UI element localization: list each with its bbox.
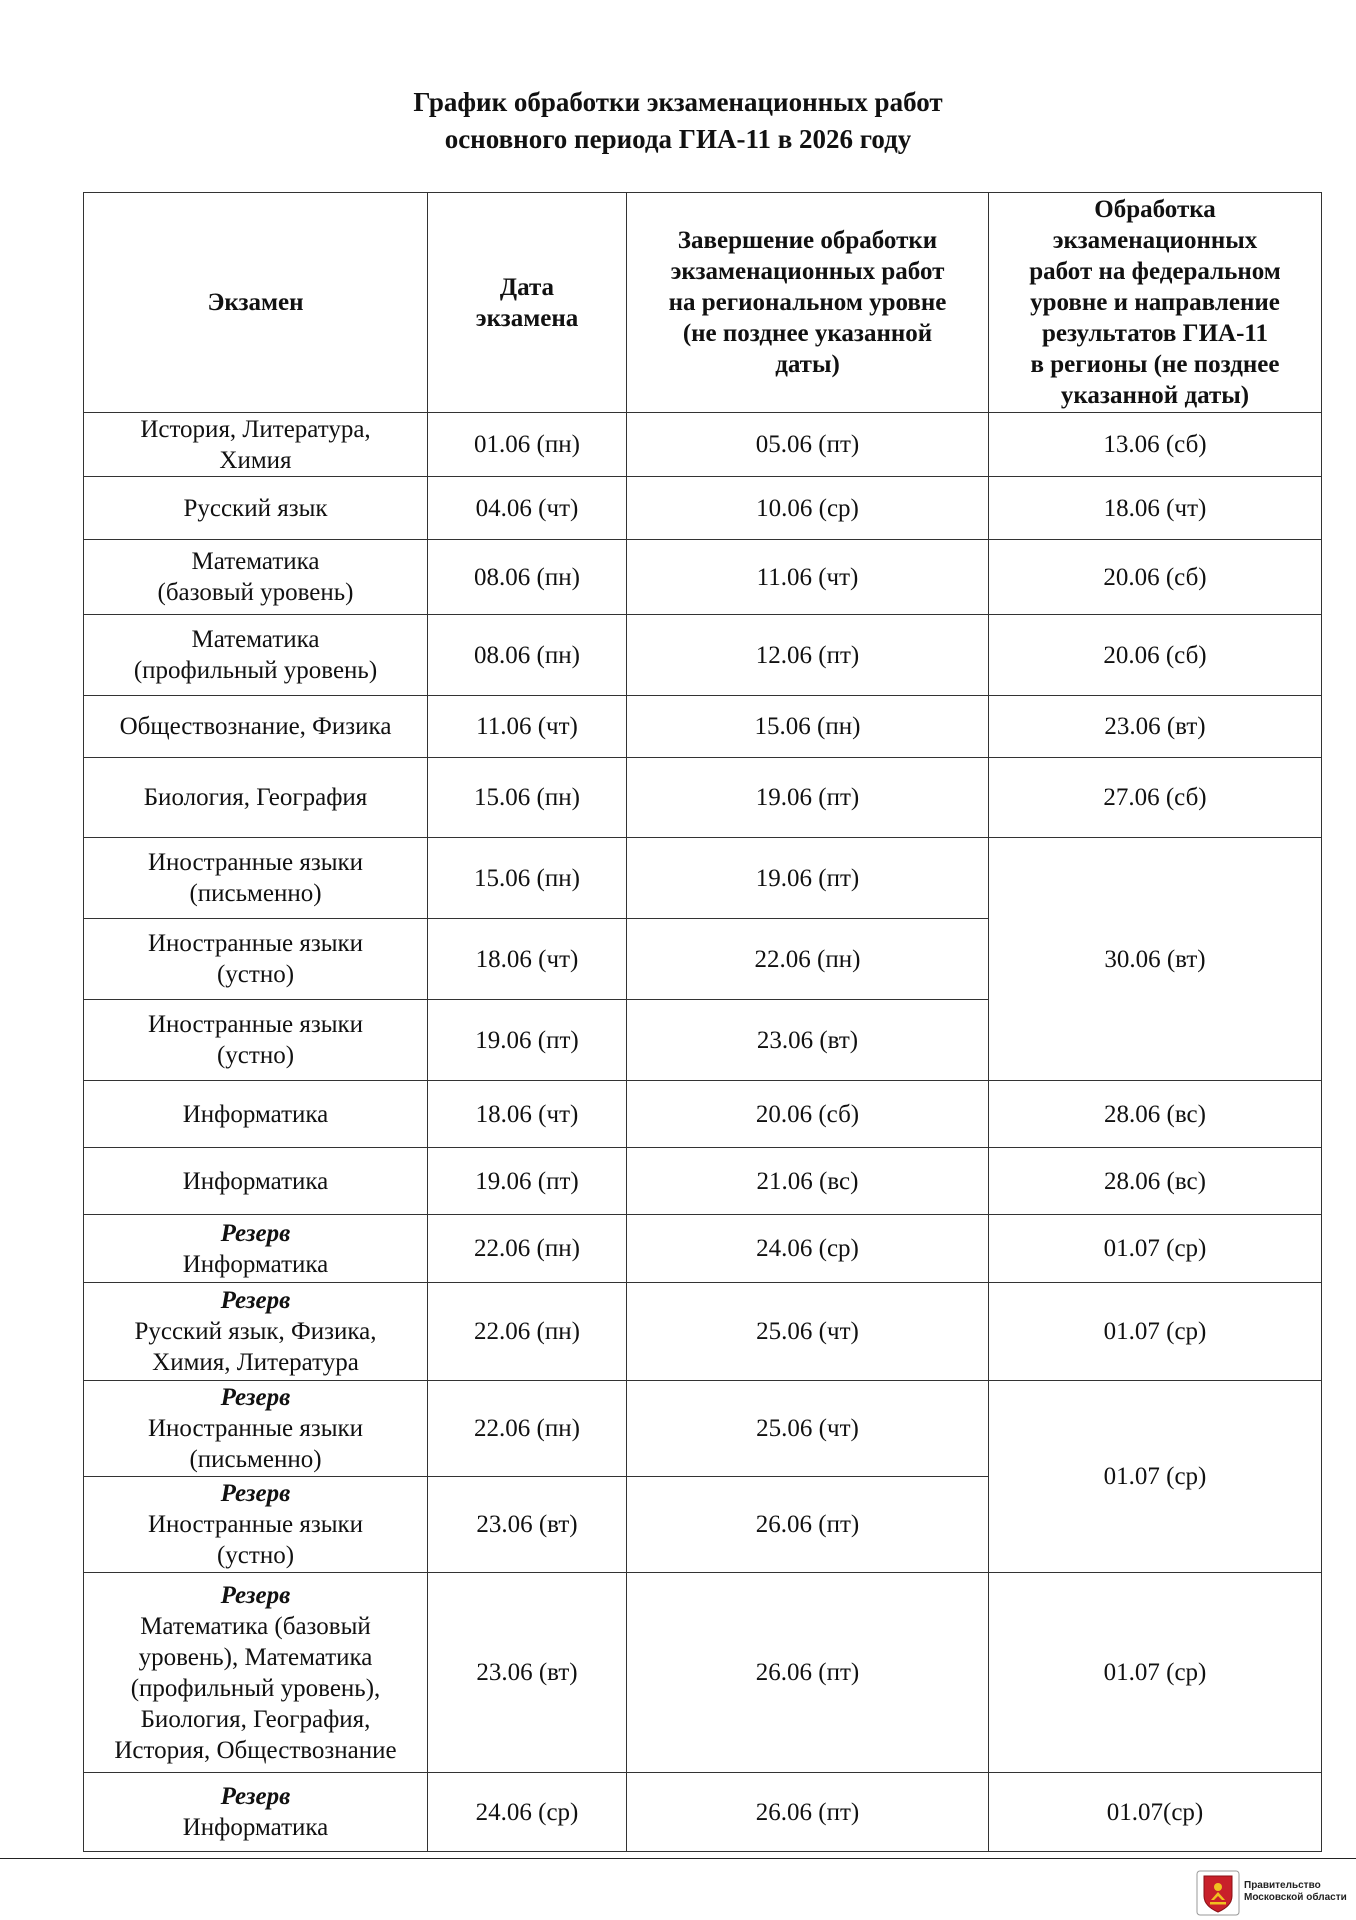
regional-date-cell: 26.06 (пт) bbox=[627, 1773, 989, 1852]
exam-date-cell: 22.06 (пн) bbox=[428, 1215, 627, 1283]
exam-date-cell: 18.06 (чт) bbox=[428, 919, 627, 1000]
exam-cell: Резерв Информатика bbox=[84, 1215, 428, 1283]
schedule-table bbox=[83, 192, 1322, 1852]
exam-cell: Иностранные языки (устно) bbox=[84, 1000, 428, 1081]
reserve-label: Резерв bbox=[220, 1219, 291, 1247]
regional-date-cell: 19.06 (пт) bbox=[627, 838, 989, 919]
federal-date-cell: 23.06 (вт) bbox=[989, 696, 1322, 758]
header-federal-processing: Обработка экзаменационных работ на федеральном уровне и направление результатов ГИА-11 в регионы (не позднее указанной даты) bbox=[989, 193, 1322, 413]
exam-cell: Иностранные языки (письменно) bbox=[84, 838, 428, 919]
table-row bbox=[84, 1148, 1322, 1215]
federal-date-cell: 28.06 (вс) bbox=[989, 1081, 1322, 1148]
regional-date-cell: 23.06 (вт) bbox=[627, 1000, 989, 1081]
exam-date-cell: 23.06 (вт) bbox=[428, 1573, 627, 1773]
regional-date-cell: 15.06 (пн) bbox=[627, 696, 989, 758]
exam-cell: Резерв Иностранные языки (устно) bbox=[84, 1477, 428, 1573]
table-row bbox=[84, 1381, 1322, 1477]
exam-date-cell: 22.06 (пн) bbox=[428, 1283, 627, 1381]
reserve-label: Резерв bbox=[220, 1581, 291, 1609]
federal-date-cell: 01.07 (ср) bbox=[989, 1573, 1322, 1773]
table-row bbox=[84, 1215, 1322, 1283]
footer-logo-text: Правительство Московской области bbox=[1244, 1880, 1347, 1903]
table-row bbox=[84, 1773, 1322, 1852]
header-row bbox=[84, 193, 1322, 413]
exam-cell: Резерв Русский язык, Физика, Химия, Литература bbox=[84, 1283, 428, 1381]
exam-date-cell: 19.06 (пт) bbox=[428, 1148, 627, 1215]
exam-date-cell: 04.06 (чт) bbox=[428, 477, 627, 540]
federal-date-cell: 01.07 (ср) bbox=[989, 1215, 1322, 1283]
page-title: График обработки экзаменационных работ основного периода ГИА-11 в 2026 году bbox=[413, 87, 943, 154]
footer-divider bbox=[0, 1858, 1356, 1859]
regional-date-cell: 10.06 (ср) bbox=[627, 477, 989, 540]
table-row bbox=[84, 1573, 1322, 1773]
exam-date-cell: 23.06 (вт) bbox=[428, 1477, 627, 1573]
federal-date-cell: 28.06 (вс) bbox=[989, 1148, 1322, 1215]
exam-date-cell: 11.06 (чт) bbox=[428, 696, 627, 758]
regional-date-cell: 26.06 (пт) bbox=[627, 1477, 989, 1573]
exam-date-cell: 22.06 (пн) bbox=[428, 1381, 627, 1477]
exam-date-cell: 24.06 (ср) bbox=[428, 1773, 627, 1852]
table-row bbox=[84, 696, 1322, 758]
federal-date-cell: 01.07 (ср) bbox=[989, 1381, 1322, 1573]
regional-date-cell: 11.06 (чт) bbox=[627, 540, 989, 615]
table-row bbox=[84, 540, 1322, 615]
reserve-label: Резерв bbox=[220, 1783, 291, 1810]
regional-date-cell: 26.06 (пт) bbox=[627, 1573, 989, 1773]
regional-date-cell: 25.06 (чт) bbox=[627, 1283, 989, 1381]
regional-date-cell: 25.06 (чт) bbox=[627, 1381, 989, 1477]
federal-date-cell: 20.06 (сб) bbox=[989, 540, 1322, 615]
federal-date-cell: 13.06 (сб) bbox=[989, 413, 1322, 477]
exam-cell: Обществознание, Физика bbox=[84, 696, 428, 758]
regional-date-cell: 05.06 (пт) bbox=[627, 413, 989, 477]
regional-date-cell: 24.06 (ср) bbox=[627, 1215, 989, 1283]
exam-cell: Математика (профильный уровень) bbox=[84, 615, 428, 696]
federal-date-cell: 30.06 (вт) bbox=[989, 838, 1322, 1081]
regional-date-cell: 20.06 (сб) bbox=[627, 1081, 989, 1148]
moscow-region-emblem-icon bbox=[1196, 1870, 1240, 1916]
exam-date-cell: 08.06 (пн) bbox=[428, 615, 627, 696]
header-exam-date: Дата экзамена bbox=[428, 193, 627, 413]
header-exam: Экзамен bbox=[84, 193, 428, 413]
table-row bbox=[84, 758, 1322, 838]
table-row bbox=[84, 477, 1322, 540]
table-row bbox=[84, 1081, 1322, 1148]
exam-cell: Резерв Математика (базовый уровень), Математика (профильный уровень), Биология, География, История, Обществознание bbox=[84, 1573, 428, 1773]
regional-date-cell: 19.06 (пт) bbox=[627, 758, 989, 838]
exam-date-cell: 15.06 (пн) bbox=[428, 838, 627, 919]
header-regional-processing: Завершение обработки экзаменационных работ на региональном уровне (не позднее указанной даты) bbox=[627, 193, 989, 413]
federal-date-cell: 01.07 (ср) bbox=[989, 1283, 1322, 1381]
federal-date-cell: 20.06 (сб) bbox=[989, 615, 1322, 696]
exam-cell: Резерв Иностранные языки (письменно) bbox=[84, 1381, 428, 1477]
exam-cell: Биология, География bbox=[84, 758, 428, 838]
regional-date-cell: 12.06 (пт) bbox=[627, 615, 989, 696]
regional-date-cell: 22.06 (пн) bbox=[627, 919, 989, 1000]
exam-date-cell: 01.06 (пн) bbox=[428, 413, 627, 477]
exam-cell: Математика (базовый уровень) bbox=[84, 540, 428, 615]
reserve-label: Резерв bbox=[220, 1384, 291, 1411]
exam-cell: Резерв Информатика bbox=[84, 1773, 428, 1852]
exam-cell: Иностранные языки (устно) bbox=[84, 919, 428, 1000]
exam-date-cell: 08.06 (пн) bbox=[428, 540, 627, 615]
exam-date-cell: 15.06 (пн) bbox=[428, 758, 627, 838]
federal-date-cell: 27.06 (сб) bbox=[989, 758, 1322, 838]
exam-cell: Информатика bbox=[84, 1148, 428, 1215]
exam-date-cell: 18.06 (чт) bbox=[428, 1081, 627, 1148]
federal-date-cell: 01.07(ср) bbox=[989, 1773, 1322, 1852]
reserve-label: Резерв bbox=[220, 1287, 291, 1314]
exam-date-cell: 19.06 (пт) bbox=[428, 1000, 627, 1081]
exam-cell: История, Литература, Химия bbox=[84, 413, 428, 477]
table-row bbox=[84, 838, 1322, 919]
exam-cell: Информатика bbox=[84, 1081, 428, 1148]
reserve-label: Резерв bbox=[220, 1480, 291, 1507]
table-row bbox=[84, 615, 1322, 696]
regional-date-cell: 21.06 (вс) bbox=[627, 1148, 989, 1215]
table-row bbox=[84, 413, 1322, 477]
federal-date-cell: 18.06 (чт) bbox=[989, 477, 1322, 540]
table-row bbox=[84, 1283, 1322, 1381]
exam-cell: Русский язык bbox=[84, 477, 428, 540]
